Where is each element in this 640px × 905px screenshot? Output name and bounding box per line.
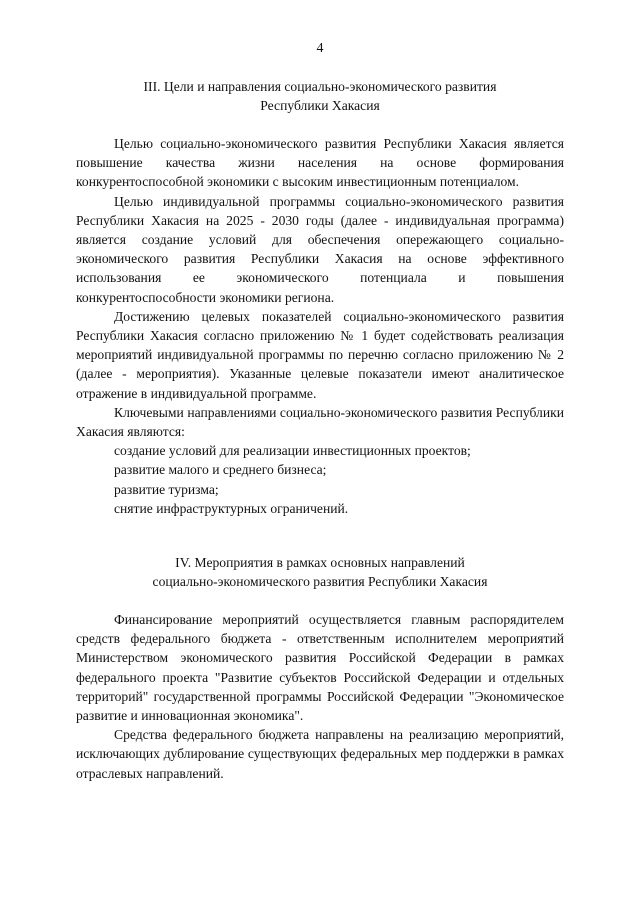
list-item: снятие инфраструктурных ограничений. [114, 500, 349, 516]
section-4-paragraph-2: Средства федерального бюджета направлены на реализацию мероприятий, исключающих дублирование существующих федеральных мер поддержки в рамках отраслевых направлений. [76, 727, 564, 781]
section-3-title-line-1: III. Цели и направления социально-экономического развития [143, 79, 497, 94]
section-3-paragraph-1: Целью социально-экономического развития Республики Хакасия является повышение качества жизни населения на основе формирования конкурентоспособной экономики с высоким инвестиционным потенциалом. [76, 136, 564, 190]
page-number: 4 [316, 41, 324, 56]
list-item: создание условий для реализации инвестиционных проектов; [114, 443, 471, 459]
section-3-paragraph-4: Ключевыми направлениями социально-экономического развития Республики Хакасия являются: [76, 404, 564, 440]
section-3-title [70, 77, 570, 115]
section-3-paragraph-2: Целью индивидуальной программы социально-экономического развития Республики Хакасия на 2025 - 2030 годы (далее - индивидуальная программа) является создание условий для обеспечения опережающего социально-экономического развития Республики Хакасия на основе эффективного использования ее экономического потенциала и повышения конкурентоспособности экономики региона. [76, 193, 564, 305]
list-item: развитие туризма; [114, 481, 219, 497]
section-4-title [70, 553, 570, 591]
section-3-paragraph-3: Достижению целевых показателей социально-экономического развития Республики Хакасия согласно приложению № 1 будет содействовать реализация мероприятий индивидуальной программы по перечню согласно приложению № 2 (далее - мероприятия). Указанные целевые показатели имеют аналитическое отражение в индивидуальной программе. [76, 308, 564, 401]
section-4-title-line-2: социально-экономического развития Республики Хакасия [152, 574, 488, 590]
section-4-body [76, 610, 564, 783]
section-4-paragraph-1: Финансирование мероприятий осуществляется главным распорядителем средств федерального бюджета - ответственным исполнителем мероприятий Министерством экономического развития Российской Федерации в рамках федерального проекта "Развитие субъектов Российской Федерации и отдельных территорий" государственной программы Российской Федерации "Экономическое развитие и инновационная экономика". [76, 612, 564, 724]
list-item: развитие малого и среднего бизнеса; [114, 462, 327, 478]
section-4-title-line-1: IV. Мероприятия в рамках основных направлений [175, 555, 465, 570]
section-3-body [76, 134, 564, 518]
section-3-title-line-2: Республики Хакасия [260, 98, 380, 114]
